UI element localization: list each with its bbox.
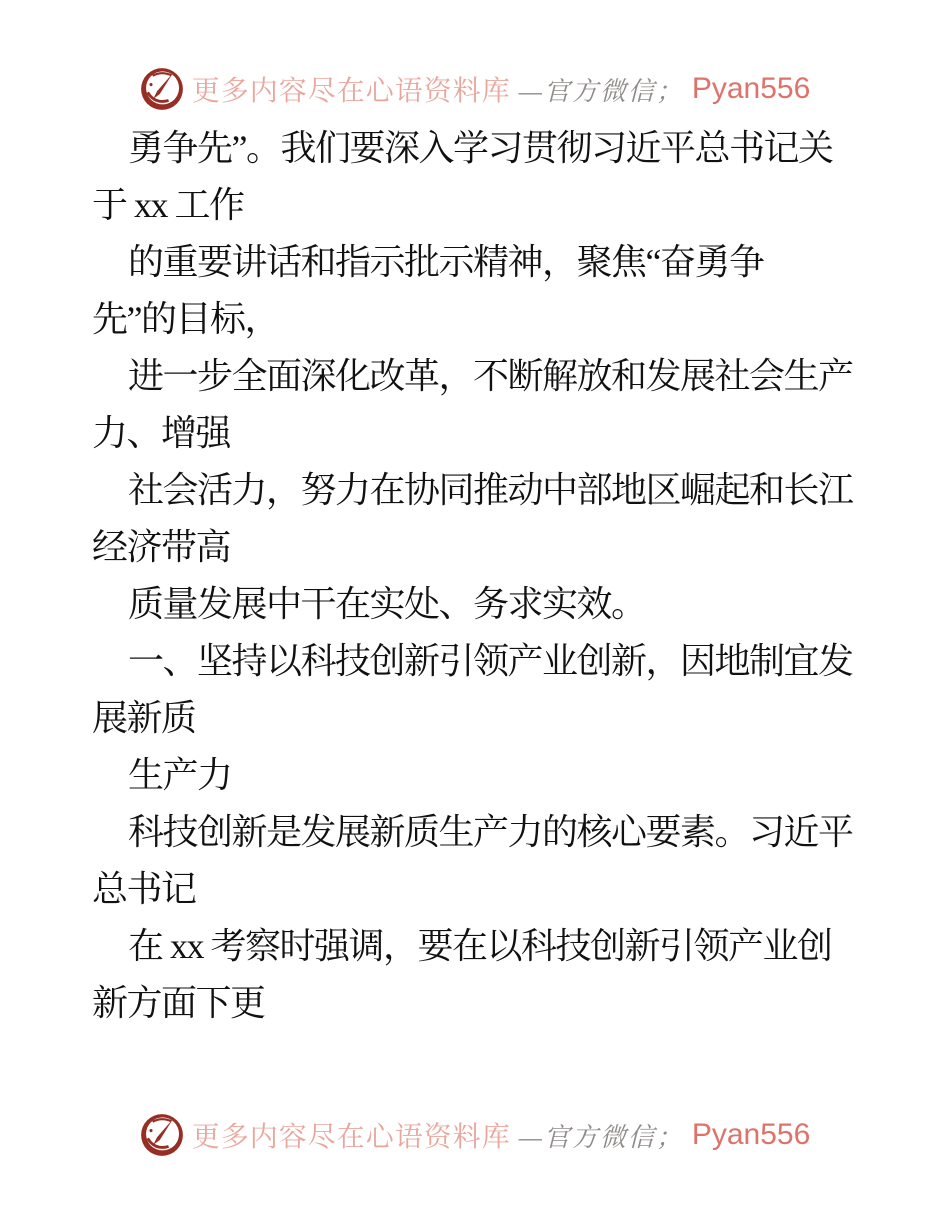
text-line: 在 xx 考察时强调，要在以科技创新引领产业创: [128, 926, 832, 966]
watermark-channel-text: —官方微信；: [518, 76, 684, 106]
watermark-wechat-id: Pyan556: [691, 72, 811, 105]
text-line: 新方面下更: [92, 983, 265, 1023]
pen-swirl-logo-icon: [140, 67, 184, 111]
text-line: 经济带高: [92, 527, 231, 567]
pen-swirl-logo-icon: [140, 1113, 184, 1157]
text-line: 先”的目标，: [92, 299, 279, 339]
text-line: 总书记: [92, 869, 196, 909]
text-line: 进一步全面深化改革，不断解放和发展社会生产: [128, 356, 853, 396]
document-body: [0, 120, 950, 1032]
header-watermark: [0, 0, 950, 112]
watermark-main-text: 更多内容尽在心语资料库: [191, 1122, 511, 1153]
watermark-wechat-id: Pyan556: [691, 1118, 811, 1151]
text-line: 科技创新是发展新质生产力的核心要素。习近平: [128, 812, 853, 852]
text-line: 展新质: [92, 698, 196, 738]
text-line: 社会活力，努力在协同推动中部地区崛起和长江: [128, 470, 853, 510]
watermark-channel-text: —官方微信；: [518, 1122, 684, 1152]
footer-watermark: [0, 1112, 950, 1158]
text-line: 的重要讲话和指示批示精神，聚焦“奋勇争: [128, 242, 764, 282]
text-line: 一、坚持以科技创新引领产业创新，因地制宜发: [128, 641, 853, 681]
text-line: 勇争先”。我们要深入学习贯彻习近平总书记关: [128, 128, 833, 168]
text-line: 力、增强: [92, 413, 231, 453]
text-line: 质量发展中干在实处、务求实效。: [128, 584, 646, 624]
watermark-main-text: 更多内容尽在心语资料库: [191, 76, 511, 107]
text-line: 于 xx 工作: [92, 185, 244, 225]
text-line: 生产力: [128, 755, 232, 795]
